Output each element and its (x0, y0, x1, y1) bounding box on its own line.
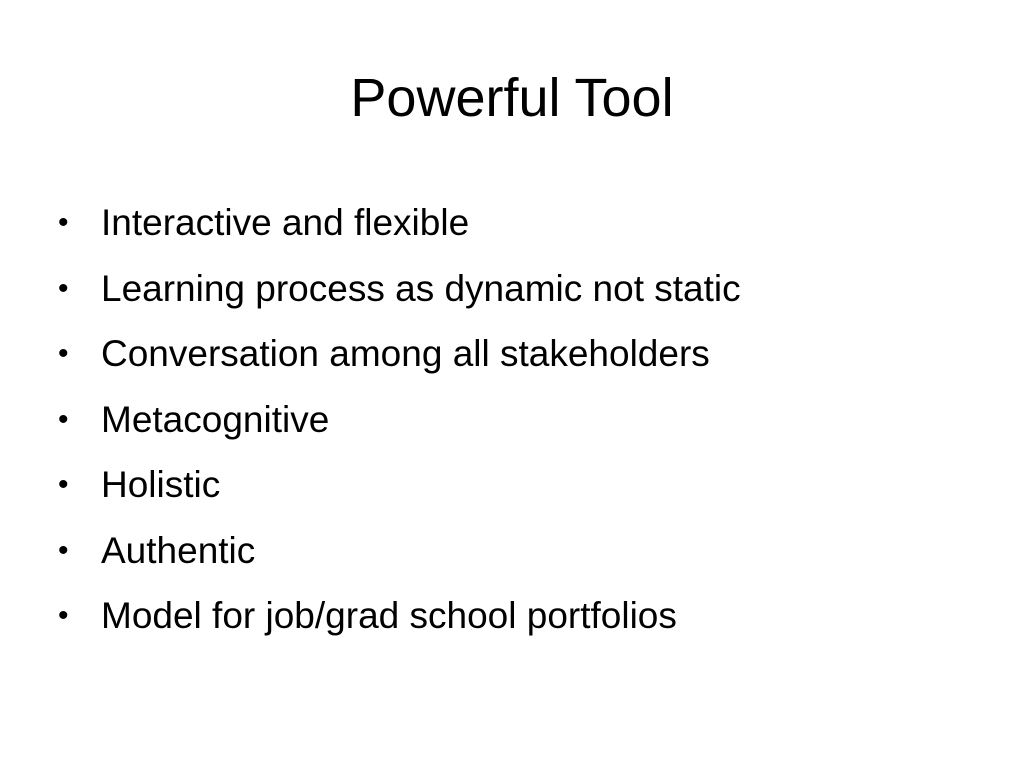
bullet-text: Holistic (101, 464, 221, 505)
list-item (58, 190, 741, 256)
bullet-icon: • (58, 271, 69, 305)
slide-title: Powerful Tool (350, 68, 674, 128)
list-item (58, 321, 741, 387)
bullet-text: Conversation among all stakeholders (101, 333, 710, 374)
list-item (58, 583, 741, 649)
bullet-text: Learning process as dynamic not static (101, 267, 741, 309)
bullet-icon: • (58, 468, 69, 501)
bullet-text: Metacognitive (101, 398, 330, 440)
bullet-icon: • (58, 533, 69, 567)
bullet-icon: • (58, 206, 69, 239)
bullet-icon: • (58, 599, 69, 632)
bullet-text: Authentic (101, 529, 256, 571)
list-item (58, 256, 741, 322)
list-item (58, 518, 741, 584)
bullet-icon: • (58, 402, 69, 436)
bullet-list (58, 190, 741, 649)
bullet-icon: • (58, 337, 69, 370)
bullet-text: Model for job/grad school portfolios (101, 595, 677, 636)
bullet-text: Interactive and flexible (101, 202, 470, 243)
list-item (58, 452, 741, 518)
list-item (58, 387, 741, 453)
